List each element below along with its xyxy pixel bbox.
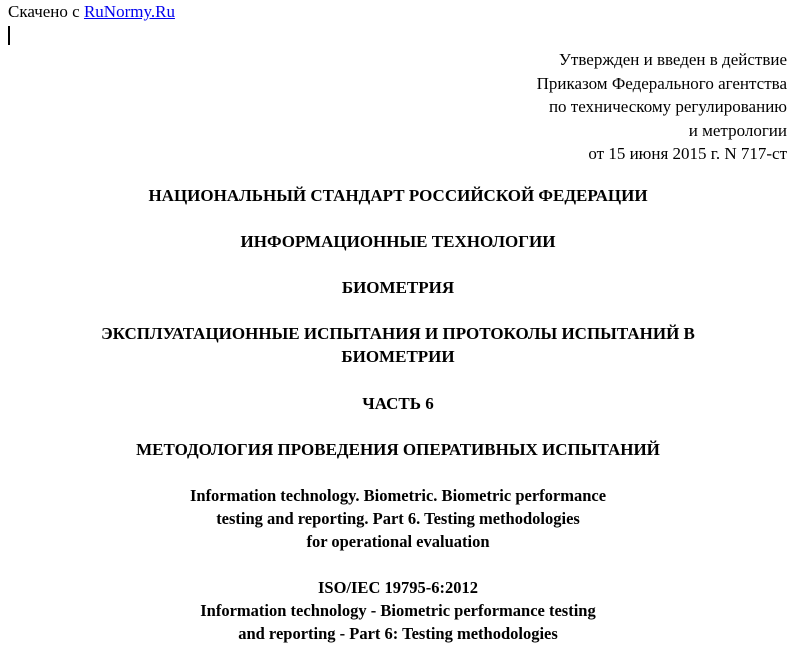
field-heading: ИНФОРМАЦИОННЫЕ ТЕХНОЛОГИИ [240, 232, 556, 251]
subfield-heading: БИОМЕТРИЯ [341, 278, 455, 297]
standard-heading: НАЦИОНАЛЬНЫЙ СТАНДАРТ РОССИЙСКОЙ ФЕДЕРАЦИИ [148, 186, 648, 205]
approval-line: от 15 июня 2015 г. N 717-ст [588, 144, 787, 163]
part-title-heading: МЕТОДОЛОГИЯ ПРОВЕДЕНИЯ ОПЕРАТИВНЫХ ИСПЫТАНИЙ [136, 440, 660, 459]
iso-code: ISO/IEC 19795-6:2012 [318, 578, 478, 597]
approval-line: Утвержден и введен в действие [558, 50, 787, 69]
text-cursor [8, 26, 10, 45]
english-title-line: testing and reporting. Part 6. Testing methodologies [216, 509, 580, 528]
approval-line: Приказом Федерального агентства [536, 73, 787, 93]
iso-title-line: and reporting - Part 6: Testing methodologies [238, 624, 558, 643]
name-heading-line2: БИОМЕТРИИ [341, 347, 455, 366]
part-heading: ЧАСТЬ 6 [362, 394, 434, 413]
name-heading-line1: ЭКСПЛУАТАЦИОННЫЕ ИСПЫТАНИЯ И ПРОТОКОЛЫ ИСПЫТАНИЙ В [101, 324, 695, 343]
iso-title-line: Information technology - Biometric performance testing [200, 601, 596, 620]
approval-line: по техническому регулированию [548, 97, 787, 116]
english-title-line: Information technology. Biometric. Biometric performance [189, 486, 607, 505]
source-prefix: Скачено с [8, 2, 80, 21]
approval-line: и метрологии [688, 120, 787, 140]
source-link[interactable]: RuNormy.Ru [83, 2, 175, 21]
source-line [8, 2, 175, 22]
approval-block [537, 48, 787, 166]
english-title-line: for operational evaluation [306, 532, 490, 551]
